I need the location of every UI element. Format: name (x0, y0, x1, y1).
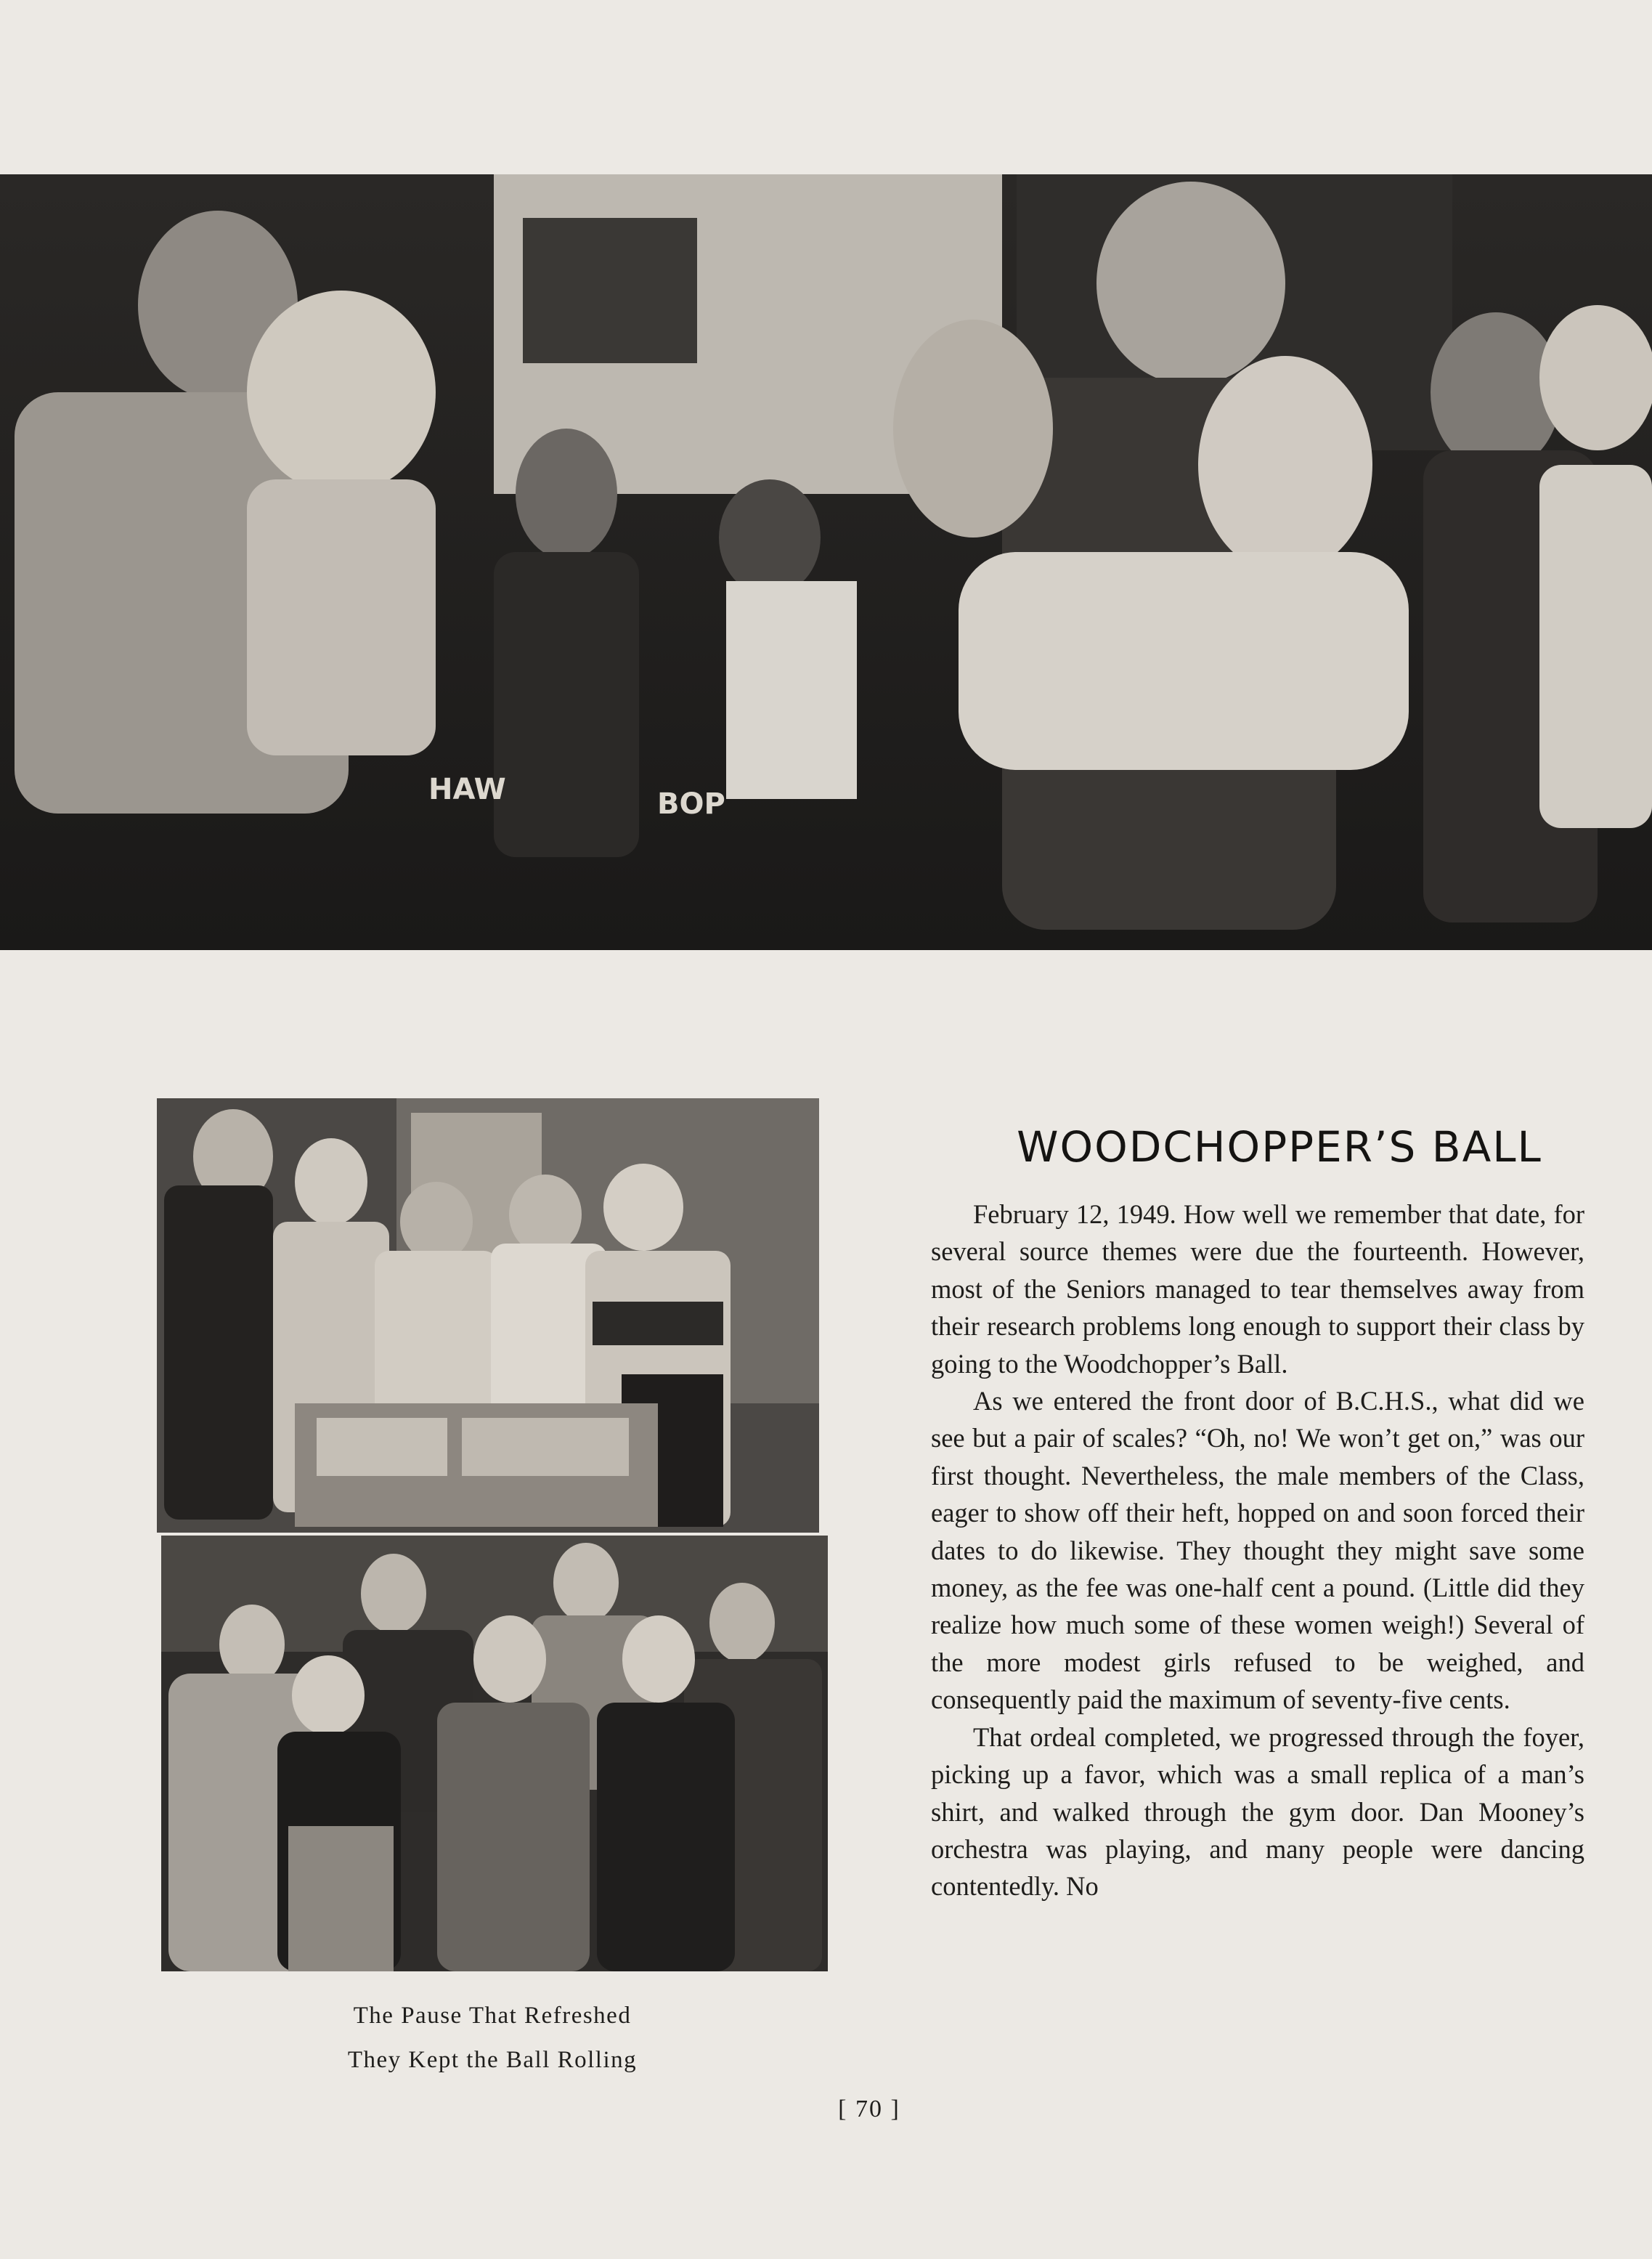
dance-floor-photo (0, 174, 1652, 950)
refreshments-photo (157, 1098, 819, 1533)
article-body (931, 1196, 1584, 1905)
caption-refreshed: The Pause That Refreshed (353, 2003, 632, 2029)
photo-captions (157, 1994, 828, 2082)
article-paragraph: That ordeal completed, we progressed through the foyer, picking up a favor, which was a small replica of a man’s shirt, and walked through the gym door. Dan Mooney’s orchestra was playing, and many people were dancing contentedly. No (931, 1721, 1584, 1902)
sweater-letters-left: HAW (428, 773, 506, 806)
caption-rolling: They Kept the Ball Rolling (347, 2047, 638, 2073)
page-number: [ 70 ] (838, 2096, 900, 2122)
article-title: WOODCHOPPER’S BALL (1017, 1122, 1542, 1172)
sweater-letters-right: BOP (657, 787, 725, 821)
article-paragraph: February 12, 1949. How well we remember that date, for several source themes were due the fourteenth. However, most of the Seniors managed to tear themselves away from their research problems long enough to support their class by going to the Woodchopper’s Ball. (931, 1199, 1584, 1379)
article-paragraph: As we entered the front door of B.C.H.S., what did we see but a pair of scales? “Oh, no! We won’t get on,” was our first thought. Nevertheless, the male members of the Class, eager to show off their heft, hopped on and soon forced their dates to do likewise. They thought they might save some money, as the fee was one-half cent a pound. (Little did they realize how much some of these women weigh!) Several of the more modest girls refused to be weighed, and consequently paid the maximum of seventy-five cents. (931, 1386, 1584, 1715)
group-photo (161, 1536, 828, 1971)
